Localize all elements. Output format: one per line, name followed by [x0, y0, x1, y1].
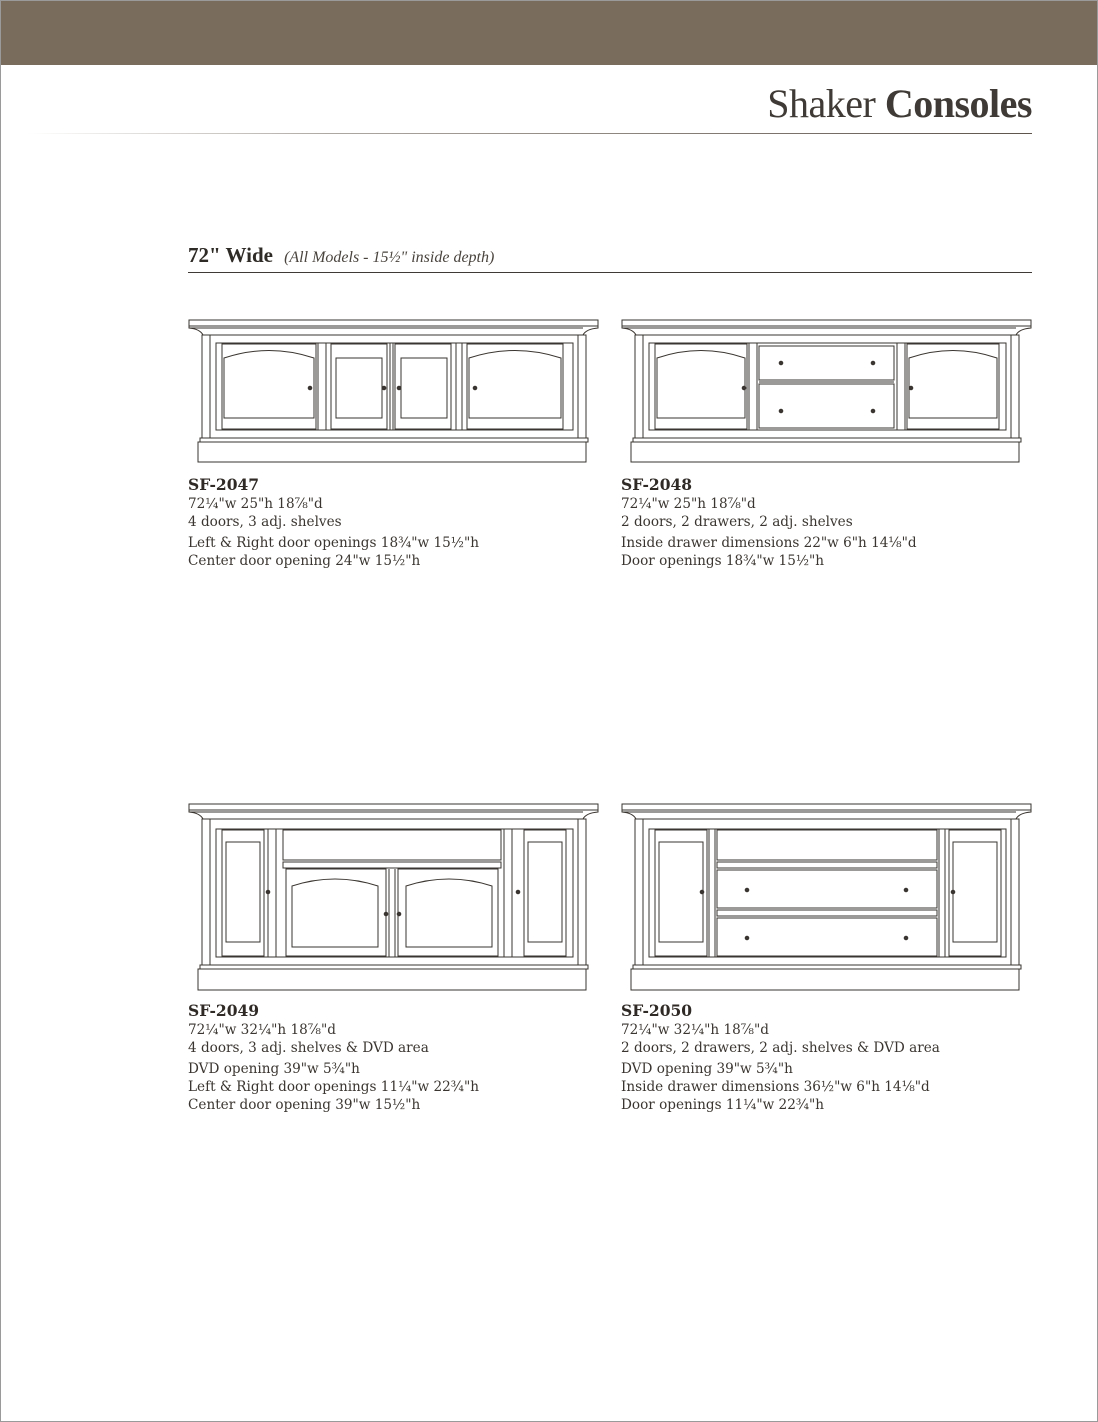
features: 2 doors, 2 drawers, 2 adj. shelves & DVD area [621, 1040, 940, 1056]
page-title-light: Shaker [767, 81, 876, 126]
detail-line: DVD opening 39"w 5¾"h [621, 1061, 793, 1077]
detail-line: Left & Right door openings 18¾"w 15½"h [188, 535, 479, 551]
section-size-label: 72" Wide [188, 243, 273, 267]
model-number: SF-2048 [621, 475, 693, 494]
dimensions: 72¼"w 32¼"h 18⅞"d [188, 1022, 336, 1038]
header-band [1, 1, 1097, 65]
model-number: SF-2050 [621, 1001, 693, 1020]
detail-line: DVD opening 39"w 5¾"h [188, 1061, 360, 1077]
detail-line: Center door opening 39"w 15½"h [188, 1097, 421, 1113]
drawing-sf-2049 [188, 802, 600, 992]
detail-line: Center door opening 24"w 15½"h [188, 553, 421, 569]
section-divider [188, 272, 1032, 273]
section-heading [188, 243, 494, 268]
detail-line: Inside drawer dimensions 36½"w 6"h 14⅛"d [621, 1079, 930, 1095]
dimensions: 72¼"w 25"h 18⅞"d [621, 496, 756, 512]
detail-line: Left & Right door openings 11¼"w 22¾"h [188, 1079, 479, 1095]
page-title [767, 80, 1032, 127]
page-title-bold: Consoles [884, 81, 1032, 126]
drawing-sf-2048 [621, 318, 1033, 463]
model-number: SF-2049 [188, 1001, 260, 1020]
features: 2 doors, 2 drawers, 2 adj. shelves [621, 514, 853, 530]
spec-sf-2050 [621, 1001, 1021, 1114]
spec-sf-2047 [188, 475, 588, 570]
features: 4 doors, 3 adj. shelves [188, 514, 342, 530]
dimensions: 72¼"w 32¼"h 18⅞"d [621, 1022, 769, 1038]
section-note: (All Models - 15½" inside depth) [284, 249, 495, 266]
detail-line: Inside drawer dimensions 22"w 6"h 14⅛"d [621, 535, 917, 551]
drawing-sf-2050 [621, 802, 1033, 992]
spec-sf-2049 [188, 1001, 588, 1114]
detail-line: Door openings 18¾"w 15½"h [621, 553, 825, 569]
model-number: SF-2047 [188, 475, 260, 494]
dimensions: 72¼"w 25"h 18⅞"d [188, 496, 323, 512]
spec-sf-2048 [621, 475, 1021, 570]
features: 4 doors, 3 adj. shelves & DVD area [188, 1040, 429, 1056]
title-divider [28, 133, 1032, 134]
drawing-sf-2047 [188, 318, 600, 463]
detail-line: Door openings 11¼"w 22¾"h [621, 1097, 825, 1113]
